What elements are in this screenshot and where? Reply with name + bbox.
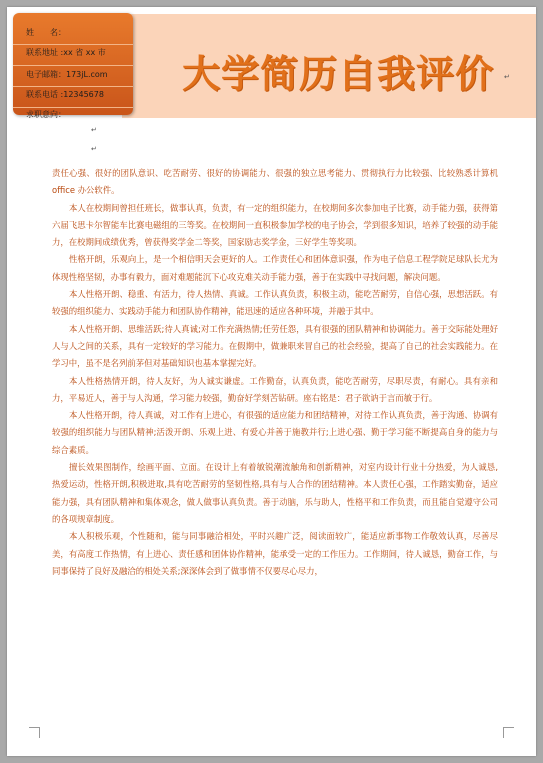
paragraph: 擅长效果图制作，绘画平面、立面。在设计上有着敏锐潮流触角和创新精神，对室内设计行业十分热爱，为人诚恳,热爱运动，性格开朗,积极进取,具有吃苦耐劳的坚韧性格,具有与人合作的团结精神。本人责任心强，工作踏实勤奋，适应能力强，具有团队精神和集体观念，做人做事认真负责。善于动脑，乐与助人，性格平和工作负责，而且能自觉遵守公司的各项规章制度。 xyxy=(52,462,498,524)
paragraph-mark: ↵ xyxy=(504,73,510,81)
contact-email: 电子邮箱：173jL.com xyxy=(26,70,108,79)
paragraph: 责任心强、很好的团队意识、吃苦耐劳、很好的协调能力、很强的独立思考能力、贯彻执行力比较强、比较熟悉计算机 office 办公软件。 xyxy=(52,168,498,196)
divider xyxy=(13,65,133,66)
divider xyxy=(13,86,133,87)
paragraph-mark: ↵ xyxy=(91,126,97,134)
divider xyxy=(13,107,133,108)
paragraph: 本人性格开朗、稳重、有活力，待人热情、真诚。工作认真负责，积极主动，能吃苦耐劳，自信心强，思想活跃。有较强的组织能力、实践动手能力和团队协作精神，能迅速的适应各种环境，并融于其中。 xyxy=(52,289,498,317)
paragraph: 本人性格热情开朗，待人友好，为人诚实谦虚。工作勤奋，认真负责，能吃苦耐劳，尽职尽责，有耐心。具有亲和力，平易近人，善于与人沟通，学习能力较强，勤奋好学刻苦钻研。座右铭是：君子欲讷于言而敏于行。 xyxy=(52,375,498,403)
crop-mark xyxy=(503,727,514,738)
contact-name: 姓 名： xyxy=(26,28,66,37)
divider xyxy=(13,44,133,45)
paragraph-mark: ↵ xyxy=(91,145,97,153)
contact-objective: 求职意向： xyxy=(26,110,66,119)
document-page xyxy=(7,7,536,756)
contact-phone: 联系电话 :12345678 xyxy=(26,90,104,99)
paragraph: 本人积极乐观，个性随和，能与同事融洽相处，平时兴趣广泛，阅读面较广，能适应新事物工作敬效认真，尽善尽美，有高度工作热情，有上进心、责任感和团体协作精神，能承受一定的工作压力。工作期间，待人诚恳，勤奋工作，与同事保持了良好及融洽的相处关系;深深体会到了做事情不仅要尽心尽力， xyxy=(52,531,498,576)
paragraph: 本人在校期间曾担任班长，做事认真，负责，有一定的组织能力，在校期间多次参加电子比赛，动手能力强，获得第六届飞思卡尔智能车比赛电磁组的三等奖。在校期间一直积极参加学校的电子协会，学到很多知识，培养了较强的动手能力，在校期间成绩优秀，曾获得奖学金二等奖，国家励志奖学金，三好学生等奖项。 xyxy=(52,202,498,248)
crop-mark xyxy=(29,727,40,738)
paragraph: 性格开朗，乐观向上，是一个相信明天会更好的人。工作责任心和团体意识强，作为电子信息工程学院足球队长尤为体现性格坚韧，办事有毅力，面对难题能沉下心攻克难关动手能力强，善于在实践中寻找问题，解决问题。 xyxy=(52,254,498,282)
paragraph: 本人性格开朗，待人真诚，对工作有上进心，有很强的适应能力和团结精神，对待工作认真负责，善于沟通、协调有较强的组织能力与团队精神;活泼开朗、乐观上进、有爱心并善于施教并行;上进心强、勤于学习能不断提高自身的能力与综合素质。 xyxy=(52,410,498,455)
page-title: 大学简历自我评价 xyxy=(182,52,495,96)
body-text xyxy=(52,165,498,580)
contact-address: 联系地址 :xx 省 xx 市 xyxy=(26,48,106,57)
paragraph: 本人性格开朗、思维活跃;待人真诚;对工作充满热情;任劳任怨，具有很强的团队精神和协调能力。善于交际能处理好人与人之间的关系，具有一定较好的学习能力。在假期中，做兼职来冒自己的社会经验，提高了自己的社会实践能力。在学习中，虽不是名列前茅但对基础知识也基本掌握完好。 xyxy=(52,323,498,369)
